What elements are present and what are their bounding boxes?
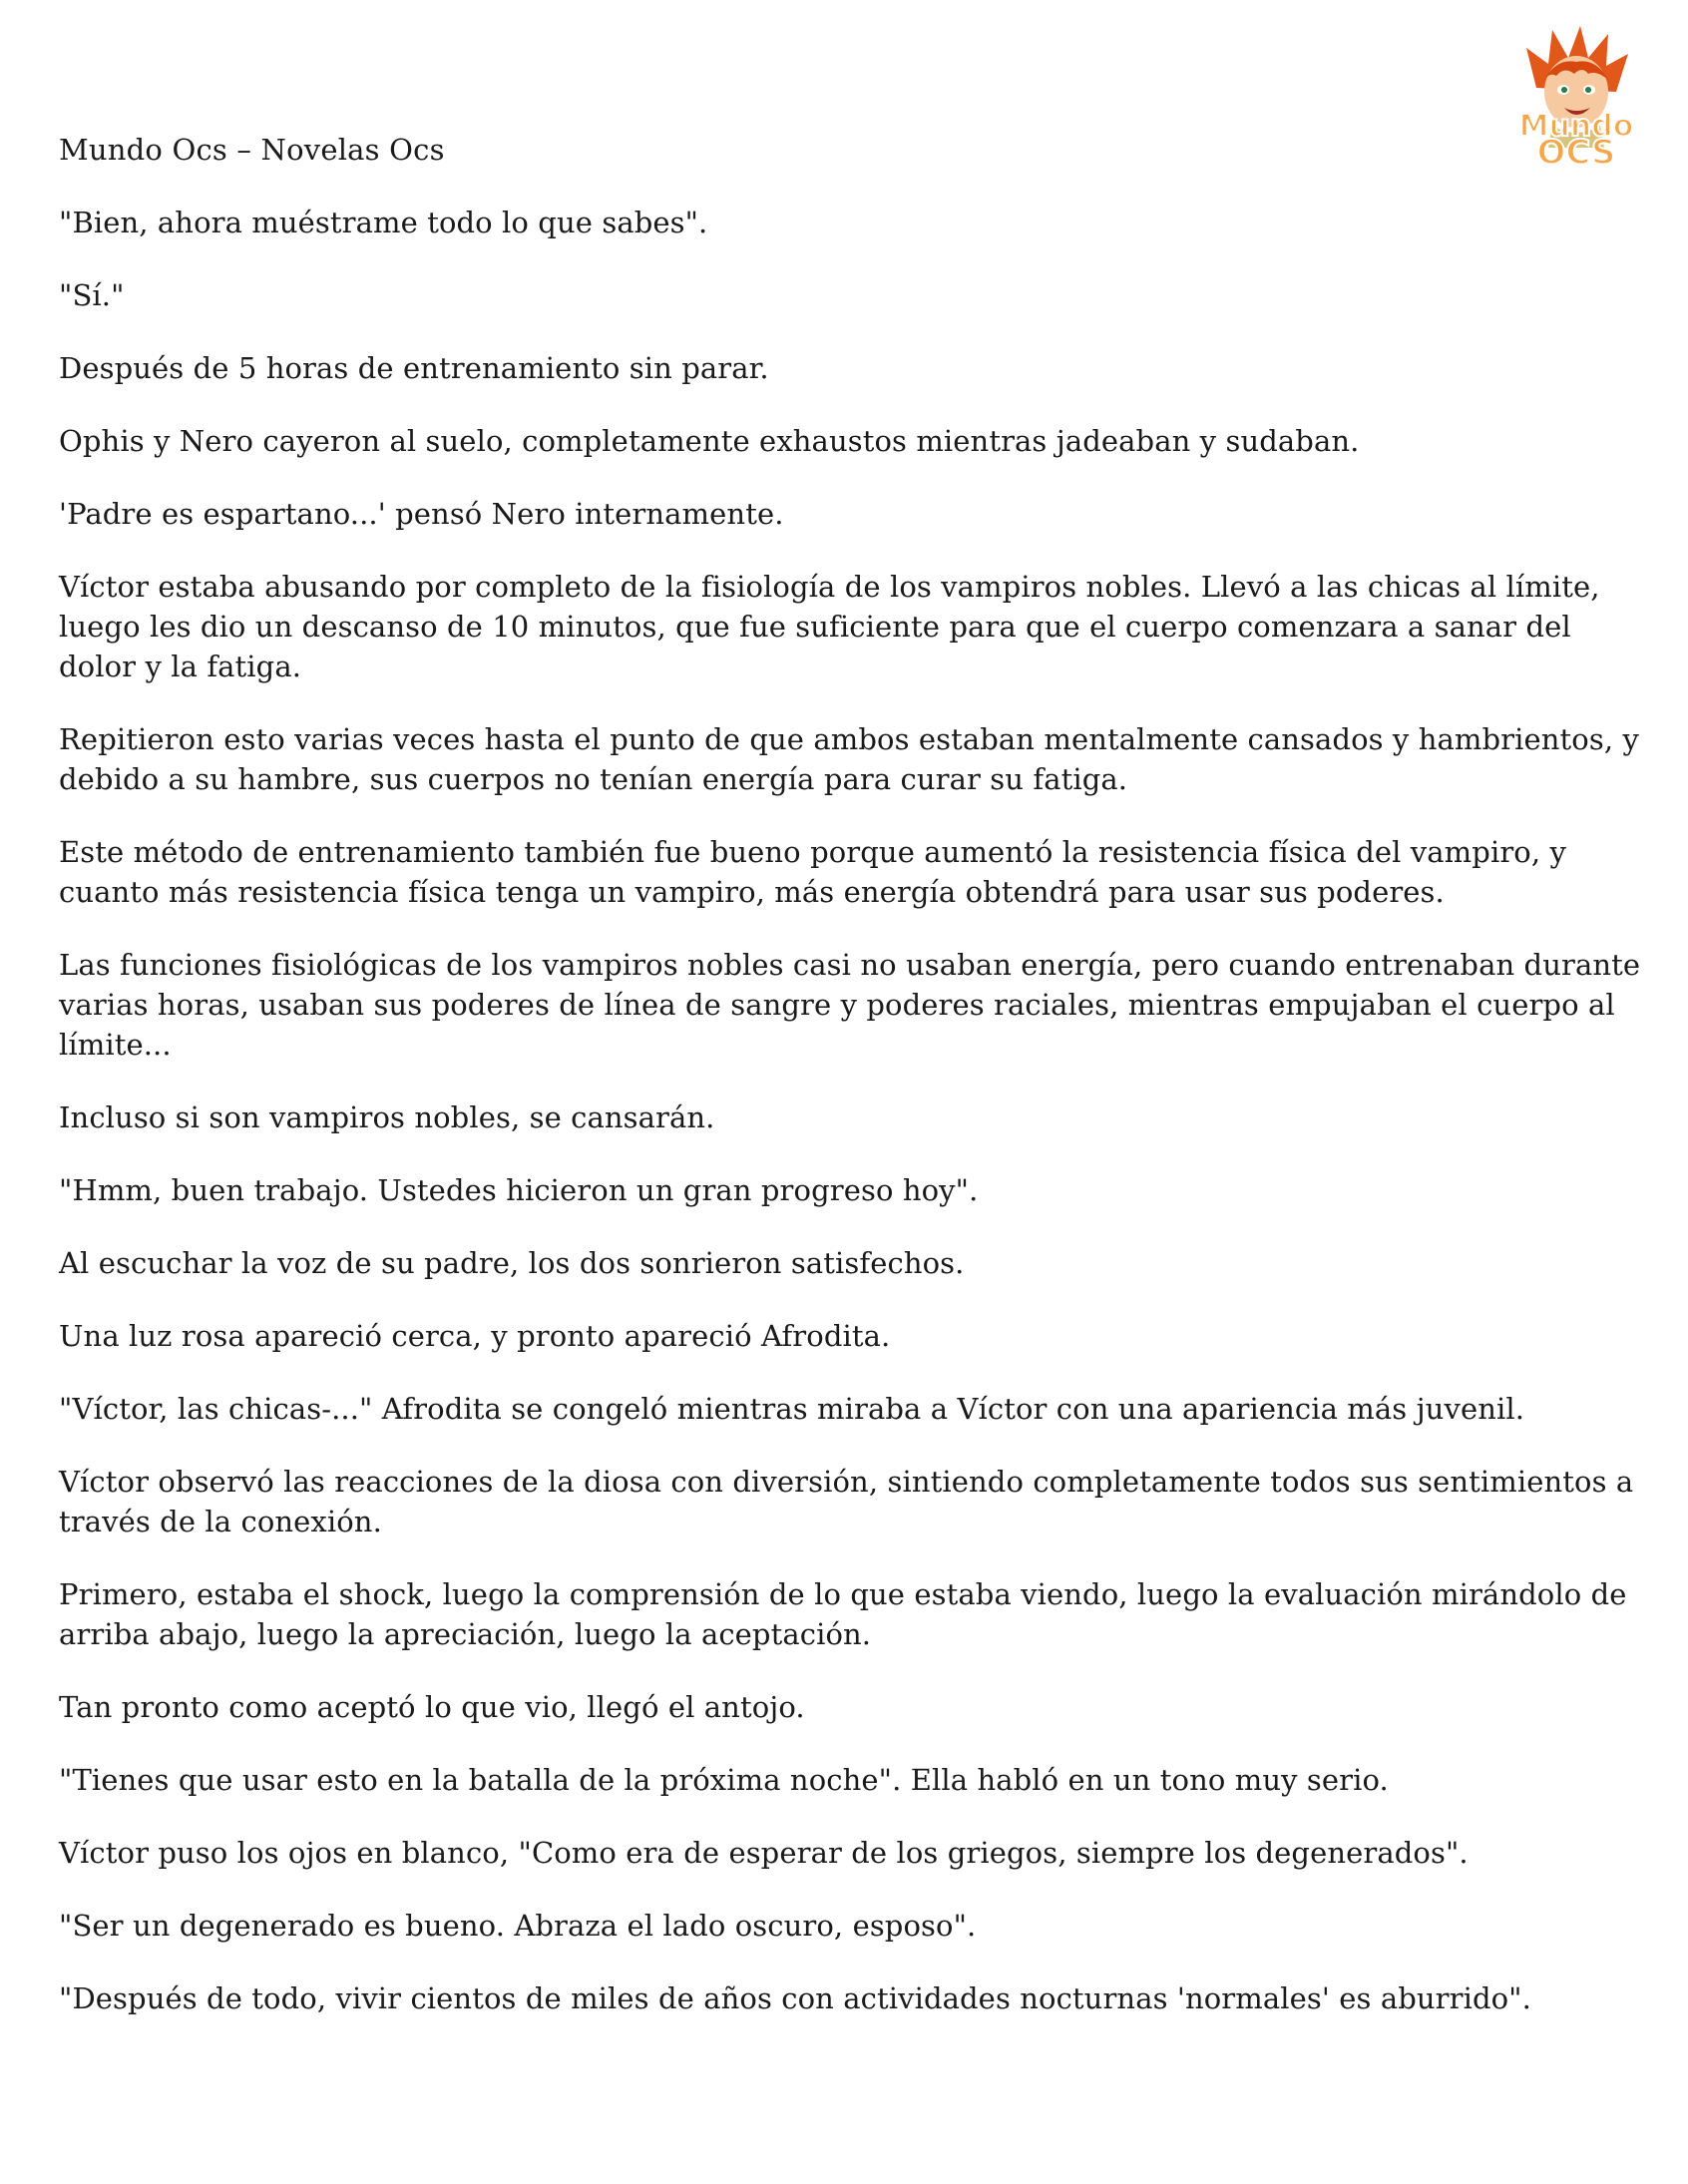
svg-text:OCS: OCS <box>1536 133 1616 173</box>
paragraph: "Víctor, las chicas-..." Afrodita se congeló mientras miraba a Víctor con una apariencia más juvenil. <box>59 1392 1525 1426</box>
paragraph: "Tienes que usar esto en la batalla de la próxima noche". Ella habló en un tono muy serio. <box>59 1763 1389 1797</box>
paragraph: Víctor puso los ojos en blanco, "Como era de esperar de los griegos, siempre los degenerados". <box>59 1836 1469 1870</box>
document-body <box>59 130 1645 2051</box>
paragraph: Víctor estaba abusando por completo de la fisiología de los vampiros nobles. Llevó a las chicas al límite, luego les dio un descanso de 10 minutos, que fue suficiente para que el cuerpo comenzara a sanar del dolor y la fatiga. <box>59 570 1600 683</box>
paragraph: "Sí." <box>59 278 125 312</box>
paragraph: Las funciones fisiológicas de los vampiros nobles casi no usaban energía, pero cuando entrenaban durante varias horas, usaban sus poderes de línea de sangre y poderes raciales, mientras empujaban el cuerpo al límite... <box>59 948 1641 1062</box>
paragraph: "Hmm, buen trabajo. Ustedes hicieron un gran progreso hoy". <box>59 1173 979 1207</box>
svg-text:Mundo: Mundo <box>1518 109 1634 144</box>
paragraph: Al escuchar la voz de su padre, los dos sonrieron satisfechos. <box>59 1246 965 1280</box>
paragraph: Víctor observó las reacciones de la diosa con diversión, sintiendo completamente todos sus sentimientos a través de la conexión. <box>59 1465 1634 1538</box>
paragraph: Este método de entrenamiento también fue bueno porque aumentó la resistencia física del vampiro, y cuanto más resistencia física tenga un vampiro, más energía obtendrá para usar sus poderes. <box>59 835 1566 909</box>
paragraph: Incluso si son vampiros nobles, se cansarán. <box>59 1100 715 1134</box>
paragraph: Después de 5 horas de entrenamiento sin parar. <box>59 351 769 385</box>
paragraph: Primero, estaba el shock, luego la comprensión de lo que estaba viendo, luego la evaluación mirándolo de arriba abajo, luego la apreciación, luego la aceptación. <box>59 1577 1627 1651</box>
paragraph: "Después de todo, vivir cientos de miles de años con actividades nocturnas 'normales' es aburrido". <box>59 1981 1531 2015</box>
paragraph: Tan pronto como aceptó lo que vio, llegó el antojo. <box>59 1690 805 1724</box>
paragraph: Ophis y Nero cayeron al suelo, completamente exhaustos mientras jadeaban y sudaban. <box>59 424 1360 458</box>
paragraph: Una luz rosa apareció cerca, y pronto apareció Afrodita. <box>59 1319 891 1353</box>
paragraph: "Bien, ahora muéstrame todo lo que sabes". <box>59 206 708 239</box>
paragraph: 'Padre es espartano...' pensó Nero internamente. <box>59 497 784 531</box>
document-header: Mundo Ocs – Novelas Ocs <box>59 133 445 167</box>
paragraph: "Ser un degenerado es bueno. Abraza el lado oscuro, esposo". <box>59 1909 977 1943</box>
paragraph: Repitieron esto varias veces hasta el punto de que ambos estaban mentalmente cansados y hambrientos, y debido a su hambre, sus cuerpos no tenían energía para curar su fatiga. <box>59 722 1639 796</box>
